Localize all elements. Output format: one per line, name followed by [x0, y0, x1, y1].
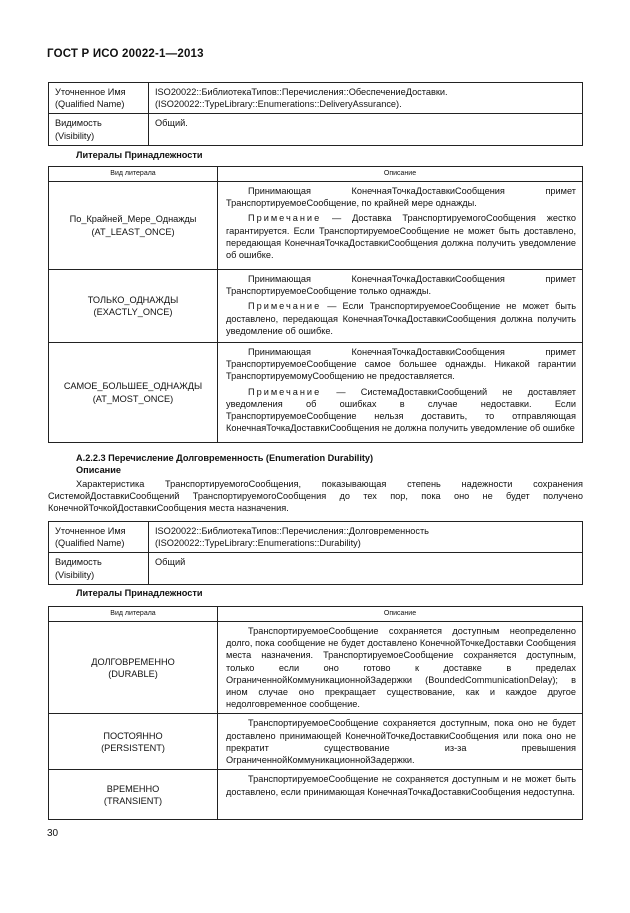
literal-description: ТранспортируемоеСообщение не сохраняется доступным и не может быть доставлено, если принимающая КонечнаяТочкаДоставкиСообщения недоступна.: [218, 770, 583, 820]
table-row: [49, 770, 583, 820]
table-row: [49, 553, 583, 584]
value-cell: ISO20022::БиблиотекаТипов::Перечисления::Долговременность (ISO20022::TypeLibrary::Enumerations::Durability): [149, 522, 583, 553]
table-row: [49, 522, 583, 553]
literals-table-durability: [48, 606, 583, 820]
literal-description: Принимающая КонечнаяТочкаДоставкиСообщения примет ТранспортируемоеСообщение самое большее однажды. Никакой гарантии ТранспортируемомуСообщению не предоставляется. Примечание — СистемаДоставкиСообщений не доставляет уведомления об ошибках в случае недоставки. Если ТранспортируемоеСообщение нельзя доставить, то отправляющая КонечнаяТочкаДоставкиСообщения не должна получить уведомление об ошибке: [218, 343, 583, 443]
literal-name: По_Крайней_Мере_Однажды (AT_LEAST_ONCE): [49, 182, 218, 270]
section-body: Характеристика ТранспортируемогоСообщения, показывающая степень надежности сохранения СистемойДоставкиСообщений ТранспортируемогоСообщения до тех пор, пока оно не будет получено КонечнойТочкойДоставкиСообщения места назначения.: [48, 479, 583, 514]
literal-name: ТОЛЬКО_ОДНАЖДЫ (EXACTLY_ONCE): [49, 270, 218, 343]
literal-name: ПОСТОЯННО (PERSISTENT): [49, 714, 218, 770]
page-number: 30: [47, 828, 59, 839]
table-header-row: [49, 607, 583, 622]
literals-table-delivery-assurance: [48, 166, 583, 443]
value-cell: Общий.: [149, 114, 583, 145]
table-row: [49, 622, 583, 714]
column-header-description: Описание: [218, 607, 583, 622]
literal-name: ДОЛГОВРЕМЕННО (DURABLE): [49, 622, 218, 714]
attributes-table-durability: [48, 521, 583, 585]
literal-description: ТранспортируемоеСообщение сохраняется доступным, пока оно не будет доставлено принимающей КонечнойТочкеДоставкиСообщения или пока оно не прекратит существование из-за превышения ОграниченнойКоммуникационнойЗадержки.: [218, 714, 583, 770]
key-cell: Уточненное Имя (Qualified Name): [49, 83, 149, 114]
section-subheading: Описание: [76, 465, 121, 475]
column-header-literal: Вид литерала: [49, 607, 218, 622]
literal-name: САМОЕ_БОЛЬШЕЕ_ОДНАЖДЫ (AT_MOST_ONCE): [49, 343, 218, 443]
literal-description: ТранспортируемоеСообщение сохраняется доступным неопределенно долго, пока сообщение не будет доставлено КонечнойТочкеДоставки Сообщения места назначения. ТранспортируемоеСообщение сохраняется доступным, только если оно готово к доставке в пределах ОграниченнойКоммуникационнойЗадержки (BoundedCommunicationDelay); в ином случае оно прекращает существование, как и каждое другое недолговременное сообщение.: [218, 622, 583, 714]
table-row: [49, 270, 583, 343]
table-header-row: [49, 167, 583, 182]
value-cell: Общий: [149, 553, 583, 584]
table-row: [49, 114, 583, 145]
literal-description: Принимающая КонечнаяТочкаДоставкиСообщения примет ТранспортируемоеСообщение, по крайней мере однажды. Примечание — Доставка ТранспортируемогоСообщения жестко гарантируется. Если ТранспортируемоеСообщение не может быть доставлено, передающая КонечнаяТочкаДоставкиСообщения должна получить уведомление об ошибке.: [218, 182, 583, 270]
document-header: ГОСТ Р ИСО 20022-1—2013: [47, 48, 204, 60]
column-header-literal: Вид литерала: [49, 167, 218, 182]
column-header-description: Описание: [218, 167, 583, 182]
literal-name: ВРЕМЕННО (TRANSIENT): [49, 770, 218, 820]
key-cell: Уточненное Имя (Qualified Name): [49, 522, 149, 553]
key-cell: Видимость (Visibility): [49, 553, 149, 584]
literals-title: Литералы Принадлежности: [76, 588, 203, 598]
table-row: [49, 714, 583, 770]
value-cell: ISO20022::БиблиотекаТипов::Перечисления::ОбеспечениеДоставки. (ISO20022::TypeLibrary::Enumerations::DeliveryAssurance).: [149, 83, 583, 114]
key-cell: Видимость (Visibility): [49, 114, 149, 145]
table-row: [49, 83, 583, 114]
literals-title: Литералы Принадлежности: [76, 150, 203, 160]
literal-description: Принимающая КонечнаяТочкаДоставкиСообщения примет ТранспортируемоеСообщение только однажды. Примечание — Если ТранспортируемоеСообщение не может быть доставлено, передающая КонечнаяТочкаДоставкиСообщения должна получить уведомление об ошибке.: [218, 270, 583, 343]
section-heading: А.2.2.3 Перечисление Долговременность (Enumeration Durability): [76, 453, 374, 463]
table-row: [49, 343, 583, 443]
attributes-table-delivery-assurance: [48, 82, 583, 146]
table-row: [49, 182, 583, 270]
